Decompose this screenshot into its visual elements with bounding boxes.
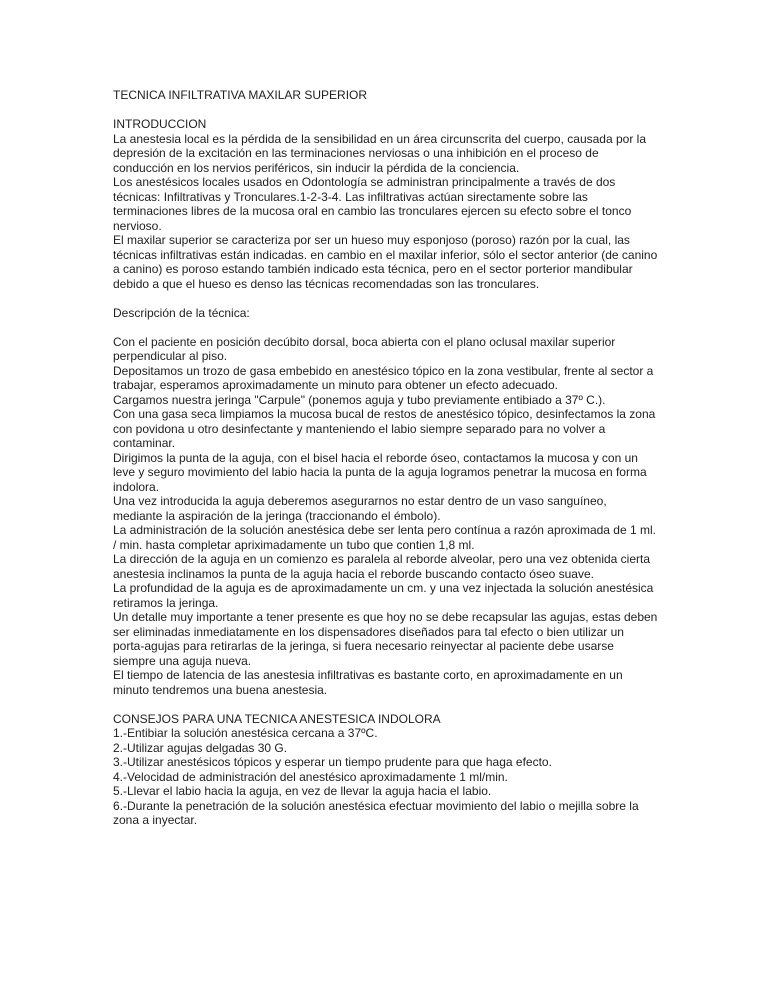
section-spacer xyxy=(113,697,658,712)
technique-paragraph: La dirección de la aguja en un comienzo es paralela al reborde alveolar, pero una vez obtenida cierta anestesia inclinamos la punta de la aguja hacia el reborde buscando contacto óseo suave. xyxy=(113,552,651,581)
technique-paragraph: Cargamos nuestra jeringa "Carpule" (ponemos aguja y tubo previamente entibiado a 37º C.). xyxy=(113,392,606,407)
technique-heading: Descripción de la técnica: xyxy=(113,305,250,320)
document-page xyxy=(113,88,658,828)
advice-heading: CONSEJOS PARA UNA TECNICA ANESTESICA INDOLORA xyxy=(113,711,441,726)
technique-paragraph: Un detalle muy importante a tener presente es que hoy no se debe recapsular las agujas, estas deben ser eliminadas inmediatamente en los dispensadores diseñados para tal efecto o bien utilizar un porta-agujas para retirarlas de la jeringa, si fuera necesario reinyectar al paciente debe usarse siempre una aguja nueva. xyxy=(113,610,658,668)
technique-paragraph: El tiempo de latencia de las anestesia infiltrativas es bastante corto, en aproximadamente en un minuto tendremos una buena anestesia. xyxy=(113,668,623,697)
list-item: 2.-Utilizar agujas delgadas 30 G. xyxy=(113,740,288,755)
technique-paragraph: Dirigimos la punta de la aguja, con el bisel hacia el reborde óseo, contactamos la mucosa y con un leve y seguro movimiento del labio hacia la punta de la aguja logramos penetrar la mucosa en forma indolora. xyxy=(113,450,647,494)
list-item: 3.-Utilizar anestésicos tópicos y esperar un tiempo prudente para que haga efecto. xyxy=(113,755,552,769)
list-item: 4.-Velocidad de administración del anestésico aproximadamente 1 ml/min. xyxy=(113,769,508,784)
technique-paragraph: Con el paciente en posición decúbito dorsal, boca abierta con el plano oclusal maxilar superior perpendicular al piso. xyxy=(113,334,616,363)
list-item: 6.-Durante la penetración de la solución anestésica efectuar movimiento del labio o mejilla sobre la zona a inyectar. xyxy=(113,798,639,827)
document-title: TECNICA INFILTRATIVA MAXILAR SUPERIOR xyxy=(113,88,368,102)
intro-heading: INTRODUCCION xyxy=(113,117,207,131)
intro-paragraph: El maxilar superior se caracteriza por ser un hueso muy esponjoso (poroso) razón por la cual, las técnicas infiltrativas están indicadas. en cambio en el maxilar inferior, sólo el sector anterior (de canino a canino) es poroso estando también indicado esta técnica, pero en el sector porterior mandibular debido a que el hueso es denso las técnicas recomendadas son las tronculares. xyxy=(113,233,658,291)
technique-paragraph: Con una gasa seca limpiamos la mucosa bucal de restos de anestésico tópico, desinfectamos la zona con povidona u otro desinfectante y manteniendo el labio siempre separado para no volver a contaminar. xyxy=(113,407,656,450)
intro-paragraph: La anestesia local es la pérdida de la sensibilidad en un área circunscrita del cuerpo, causada por la depresión de la excitación en las terminaciones nerviosas o una inhibición en el proceso de conducción en los nervios periféricos, sin inducir la pérdida de la conciencia. xyxy=(113,131,646,175)
technique-paragraph: La profundidad de la aguja es de aproximadamente un cm. y una vez injectada la solución anestésica retiramos la jeringa. xyxy=(113,581,654,610)
intro-paragraph: Los anestésicos locales usados en Odontología se administran principalmente a través de dos técnicas: Infiltrativas y Tronculares.1-2-3-4. Las infiltrativas actúan sirectamente sobre las terminaciones libres de la mucosa oral en cambio las tronculares ejercen su efecto sobre el tonco nervioso. xyxy=(113,175,632,233)
section-spacer xyxy=(113,291,658,306)
technique-paragraph: Depositamos un trozo de gasa embebido en anestésico tópico en la zona vestibular, frente al sector a trabajar, esperamos aproximadamente un minuto para obtener un efecto adecuado. xyxy=(113,363,654,392)
advice-list xyxy=(113,726,658,828)
technique-paragraph: Una vez introducida la aguja deberemos asegurarnos no estar dentro de un vaso sanguíneo, mediante la aspiración de la jeringa (traccionando el émbolo). xyxy=(113,494,607,523)
list-item: 1.-Entibiar la solución anestésica cercana a 37ºC. xyxy=(113,726,378,740)
list-item: 5.-Llevar el labio hacia la aguja, en vez de llevar la aguja hacia el labio. xyxy=(113,784,492,798)
section-spacer xyxy=(113,320,658,335)
technique-paragraph: La administración de la solución anestésica debe ser lenta pero contínua a razón aproximada de 1 ml. / min. hasta completar apriximadamente un tubo que contien 1,8 ml. xyxy=(113,523,656,552)
